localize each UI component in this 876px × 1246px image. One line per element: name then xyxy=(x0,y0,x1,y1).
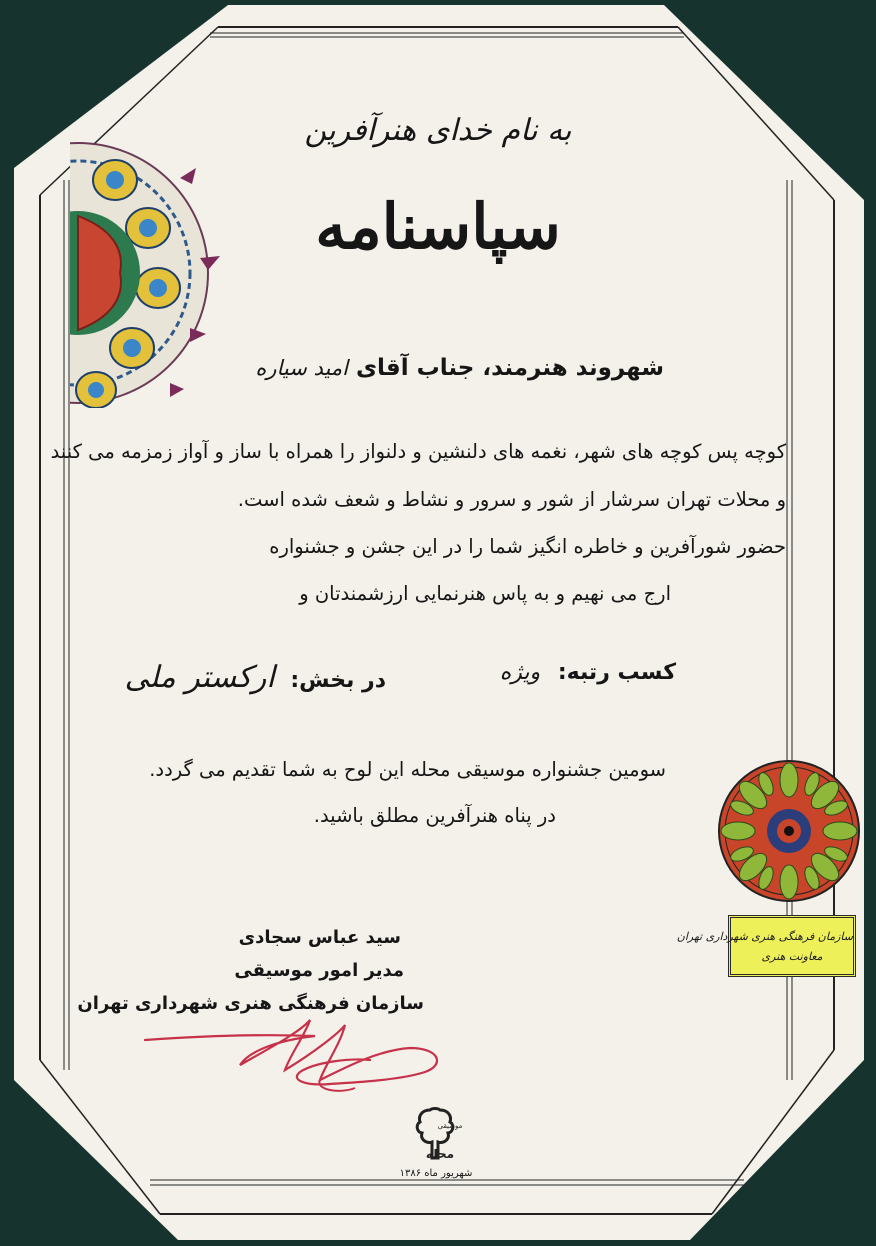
closing-line-1: سومین جشنواره موسیقی محله این لوح به شما تقدیم می گردد. xyxy=(149,758,666,781)
organization-label-box xyxy=(676,915,856,977)
organization-label-line1: سازمان فرهنگی هنری شهرداری تهران xyxy=(676,930,853,943)
certificate-title: سپاسنامه xyxy=(315,190,561,263)
section-field xyxy=(125,660,386,695)
recipient-line xyxy=(255,355,664,381)
invocation-heading: به نام خدای هنرآفرین xyxy=(304,113,572,148)
signatory-name: سید عباس سجادی xyxy=(238,927,401,948)
body-line-2: و محلات تهران سرشار از شور و سرور و نشاط و شعف شده است. xyxy=(237,488,786,511)
floral-ornament xyxy=(70,138,230,408)
section-label: در بخش: xyxy=(290,668,386,693)
body-line-4: ارج می نهیم و به پاس هنرنمایی ارزشمندتان و xyxy=(299,582,671,605)
handwritten-signature xyxy=(140,1010,450,1095)
recipient-label: شهروند هنرمند، جناب آقای xyxy=(355,355,664,381)
body-line-1: کوچه پس کوچه های شهر، نغمه های دلنشین و دلنواز را همراه با ساز و آواز زمزمه می کنند xyxy=(50,440,786,463)
signatory-organization: سازمان فرهنگی هنری شهرداری تهران xyxy=(77,993,424,1014)
signatory-position: مدیر امور موسیقی xyxy=(234,960,404,981)
issue-date: شهریور ماه ۱۳۸۶ xyxy=(399,1168,473,1179)
organization-emblem xyxy=(716,758,862,904)
closing-line-2: در پناه هنرآفرین مطلق باشید. xyxy=(313,804,556,827)
logo-caption-top: موسیقی xyxy=(437,1122,463,1130)
body-line-3: حضور شورآفرین و خاطره انگیز شما را در این جشن و جشنواره xyxy=(269,535,786,558)
organization-label-line2: معاونت هنری xyxy=(761,950,823,963)
rank-value: ویژه xyxy=(499,660,541,685)
rank-label: کسب رتبه: xyxy=(557,660,676,685)
logo-caption-main: محله xyxy=(425,1147,455,1161)
section-value: ارکستر ملی xyxy=(124,660,275,695)
recipient-name: امید سیاره xyxy=(255,356,348,380)
rank-field xyxy=(500,660,676,685)
